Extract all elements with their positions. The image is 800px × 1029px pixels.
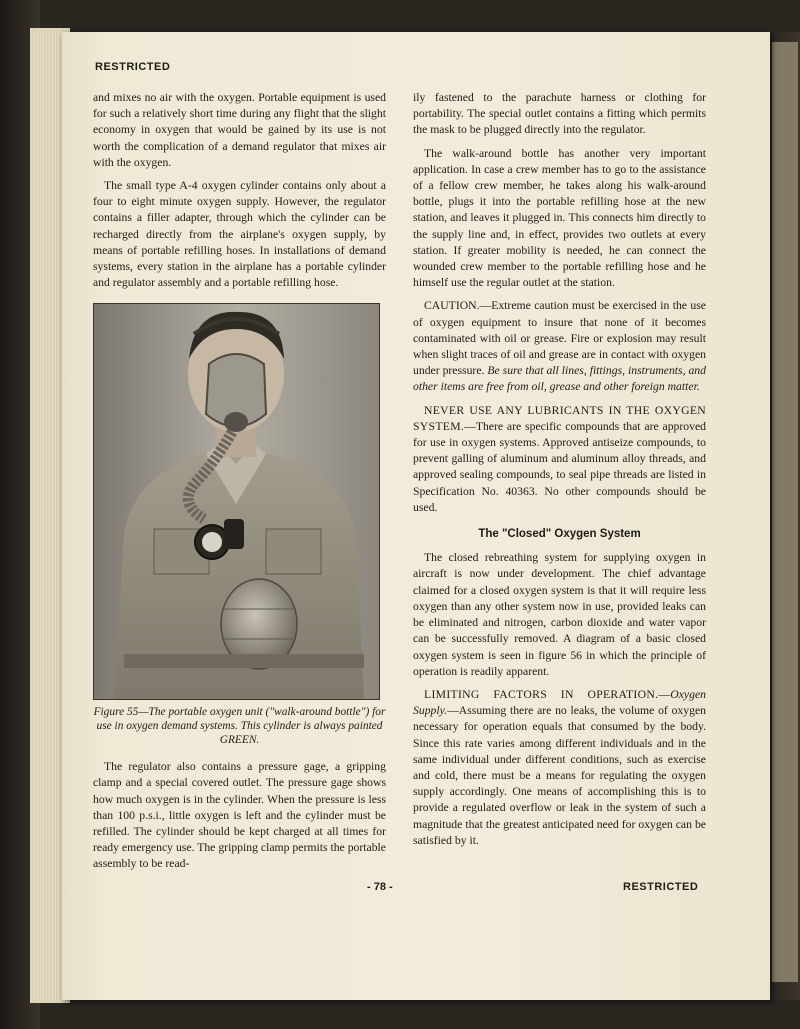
lubricant-text: —There are specific compounds that are approved for use in oxygen systems. Approved antiseize compounds, to prevent galling of aluminum and aluminum alloy threads, and approved sealing compounds, to seal pipe threads are listed in Specification No. 40363. No other compounds should be used. [413,419,706,514]
paragraph: The small type A-4 oxygen cylinder contains only about a four to eight minute oxygen supply. However, the regulator contains a filler adapter, through which the cylinder can be recharged directly from the airplane's oxygen supply, by means of portable refilling hoses. In installations of demand systems, every station in the airplane has a portable cylinder and regulator assembly and a portable refilling hose. [93,179,386,290]
paragraph: The closed rebreathing system for supplying oxygen in aircraft is now under development. The chief advantage claimed for a closed oxygen system is that it will require less oxygen than any other system now in use, provided leaks can be eliminated and nitrogen, carbon dioxide and water vapor can be successfully removed. A diagram of a basic closed oxygen system is seen in figure 56 in which the principle of operation is readily apparent. [413,551,706,678]
page-footer: RESTRICTED [623,881,699,893]
caution-emphasis: Be sure that all lines, fittings, instruments, and other items are free from oil, grease and other foreign matter. [413,364,706,394]
oxygen-supply-subheading: Oxygen Supply. [413,687,706,718]
lubricant-paragraph [413,403,706,516]
facing-page-edge [770,32,800,1000]
paragraph: The regulator also contains a pressure gage, a gripping clamp and a special covered outlet. The pressure gage shows how much oxygen is in the cylinder. When the pressure is less than 100 p.s.i., little oxygen is left and the cylinder must be refilled. The cylinder should be kept charged at all times for ready emergency use. The gripping clamp permits the portable assembly to be read- [93,760,386,871]
paragraph: The walk-around bottle has another very important application. In case a crew member has to go to the assistance of a fellow crew member, he takes along his walk-around bottle, plugs it into the portable refilling hose at the new station, and leaves it plugged in. This connects him directly to the supply line and, in effect, provides two outlets at every station. If greater mobility is needed, he can connect the wounded crew member to the portable refilling hose and he himself use the regular outlet at the station. [413,146,706,290]
limiting-factors-paragraph [413,687,706,849]
right-column [413,90,706,856]
figure-photo [93,303,380,700]
man-with-oxygen-mask-photo [94,304,379,699]
section-heading: The "Closed" Oxygen System [478,528,641,541]
paragraph: and mixes no air with the oxygen. Portable equipment is used for such a relatively short time during any flight that the slight economy in oxygen that would be gained by its use is not worth the complication of a demand regulator that mixes air with the oxygen. [93,91,386,169]
figure-caption: Figure 55—The portable oxygen unit ("walk-around bottle") for use in oxygen demand systems. This cylinder is always painted GREEN. [93,706,386,746]
paragraph: ily fastened to the parachute harness or clothing for portability. The special outlet contains a fitting which permits the mask to be plugged directly into the regulator. [413,91,706,137]
limiting-factors-text: —Assuming there are no leaks, the volume of oxygen necessary for operation equals that consumed by the body. Since this rate varies among different individuals and in the same individual under different conditions, such as exercise and cold, there must be a means for regulating the oxygen supply accordingly. One means of accomplishing this is to provide a regulated overflow or leak in the system of such a magnitude that the greatest anticipated need for oxygen can be satisfied by it. [413,704,706,847]
book-page [62,32,770,1000]
lubricant-heading: NEVER USE ANY LUBRICANTS IN THE OXYGEN SYSTEM. [413,403,706,433]
limiting-factors-heading: LIMITING FACTORS IN OPERATION.— [424,687,671,701]
page-number: - 78 - [367,881,393,893]
caution-paragraph [413,298,706,395]
left-column [93,90,386,880]
page-header: RESTRICTED [95,61,171,73]
caution-text: CAUTION.—Extreme caution must be exercised in the use of oxygen equipment to insure that none of it becomes contaminated with oil or grease. Fire or explosion may result when slight traces of oil and grease are in contact with oxygen under pressure. [413,299,706,378]
